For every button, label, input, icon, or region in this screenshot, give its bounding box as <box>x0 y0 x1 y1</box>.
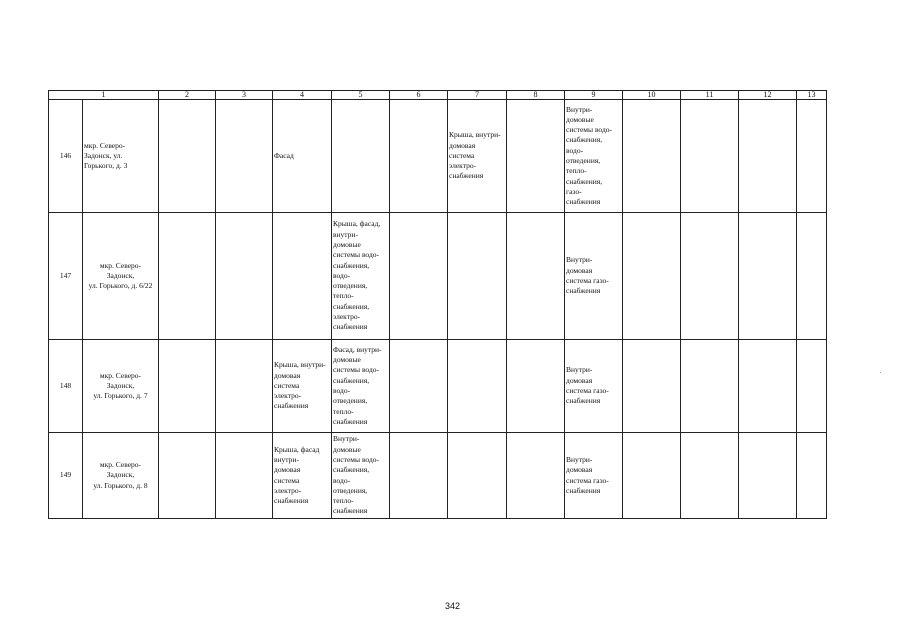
col11-cell <box>681 433 739 519</box>
col7-cell <box>448 433 507 519</box>
page-number: 342 <box>444 601 461 611</box>
col7-cell <box>448 100 507 213</box>
column-number-9: 9 <box>565 91 623 100</box>
col9-cell-line: газо- <box>566 186 582 196</box>
col4-cell-line: снабжения <box>274 496 309 506</box>
address-cell-line: мкр. Северо- <box>84 140 126 150</box>
col2-cell <box>159 213 216 340</box>
address-cell-line: ул. Горького, д. 7 <box>93 391 148 401</box>
col5-cell-line: водо- <box>333 270 351 280</box>
col4-cell <box>273 433 332 519</box>
col5-cell-line: тепло- <box>333 406 354 416</box>
col5-cell-line: отведения, <box>333 485 368 495</box>
column-number-4: 4 <box>273 91 332 100</box>
column-number-10: 10 <box>623 91 681 100</box>
address-cell-line: мкр. Северо- <box>99 260 142 270</box>
column-number-5: 5 <box>332 91 390 100</box>
col4-cell-line: система <box>274 475 300 485</box>
col5-cell <box>332 340 390 433</box>
col11-cell <box>681 340 739 433</box>
col9-cell-line: отведения, <box>566 156 601 165</box>
col3-cell <box>216 100 273 213</box>
address-cell-line: Горького, д. 3 <box>84 161 128 171</box>
table-row <box>49 340 827 433</box>
col5-cell-line: системы водо- <box>333 365 380 375</box>
col9-cell <box>565 213 623 340</box>
col5-cell-line: системы водо- <box>333 454 380 464</box>
column-number-6: 6 <box>390 91 448 100</box>
col3-cell <box>216 433 273 519</box>
address-cell <box>83 340 159 433</box>
row-number: 148 <box>49 340 83 433</box>
col5-cell-line: отведения, <box>333 396 368 406</box>
scan-speck <box>880 372 881 373</box>
address-cell <box>83 100 159 213</box>
col9-cell <box>565 100 623 213</box>
col8-cell <box>507 213 565 340</box>
address-cell-line: Задонск, <box>106 380 135 390</box>
col3-cell <box>216 340 273 433</box>
col5-cell-line: системы водо- <box>333 250 380 260</box>
col5-cell <box>332 100 390 213</box>
row-number: 147 <box>49 213 83 340</box>
column-number-13: 13 <box>797 91 827 100</box>
col4-cell-line: система <box>274 380 300 390</box>
col5-cell-line: Внутри- <box>333 434 360 444</box>
col7-cell <box>448 213 507 340</box>
col7-cell-line: электро- <box>449 161 477 171</box>
col11-cell <box>681 213 739 340</box>
col9-cell-line: Внутри- <box>566 365 593 375</box>
col5-cell-line: водо- <box>333 386 351 395</box>
col13-cell <box>797 433 827 519</box>
col5-cell <box>332 213 390 340</box>
col7-cell <box>448 340 507 433</box>
col7-cell-line: система <box>449 150 475 160</box>
col4-cell-line: Крыша, фасад <box>274 444 320 454</box>
address-cell <box>83 433 159 519</box>
col5-cell-line: внутри- <box>333 229 358 239</box>
col9-cell-line: снабжения, <box>566 135 603 145</box>
col13-cell <box>797 213 827 340</box>
address-cell-line: ул. Горького, д. 8 <box>93 480 148 490</box>
col5-cell-line: Фасад, внутри- <box>333 344 382 354</box>
works-table <box>48 90 827 519</box>
col9-cell-line: домовая <box>566 465 593 475</box>
col5-cell-line: снабжения, <box>333 375 370 385</box>
col9-cell-line: домовые <box>566 114 594 124</box>
col8-cell <box>507 433 565 519</box>
col5-cell-line: электро- <box>333 312 361 322</box>
col2-cell <box>159 100 216 213</box>
col9-cell-line: домовая <box>566 265 593 275</box>
col6-cell <box>390 213 448 340</box>
col8-cell <box>507 100 565 213</box>
col13-cell <box>797 100 827 213</box>
col9-cell-line: снабжения <box>566 396 601 406</box>
col9-cell-line: система газо- <box>566 276 609 285</box>
col5-cell-line: снабжения, <box>333 465 370 475</box>
column-number-2: 2 <box>159 91 216 100</box>
col5-cell-line: Крыша, фасад, <box>333 219 381 229</box>
col9-cell-line: Внутри- <box>566 454 593 464</box>
col9-cell <box>565 340 623 433</box>
column-number-11: 11 <box>681 91 739 100</box>
address-cell-line: Задонск, <box>106 270 135 280</box>
col4-cell-line: Фасад <box>274 150 294 160</box>
col5-cell-line: снабжения <box>333 416 368 426</box>
col10-cell <box>623 213 681 340</box>
col5-cell <box>332 433 390 519</box>
col7-cell-line: снабжения <box>449 171 484 181</box>
col9-cell <box>565 433 623 519</box>
col10-cell <box>623 340 681 433</box>
column-number-7: 7 <box>448 91 507 100</box>
col5-cell-line: водо- <box>333 475 351 485</box>
address-cell <box>83 213 159 340</box>
col4-cell-line: домовая <box>274 465 301 475</box>
col4-cell-line: электро- <box>274 485 302 495</box>
col10-cell <box>623 100 681 213</box>
col12-cell <box>739 100 797 213</box>
col9-cell-line: Внутри- <box>566 104 593 114</box>
column-number-1: 1 <box>49 91 159 100</box>
col5-cell-line: снабжения, <box>333 301 370 311</box>
col10-cell <box>623 433 681 519</box>
col11-cell <box>681 100 739 213</box>
col9-cell-line: снабжения, <box>566 176 603 186</box>
col5-cell-line: снабжения <box>333 322 368 332</box>
col5-cell-line: снабжения, <box>333 260 370 270</box>
col12-cell <box>739 433 797 519</box>
table-row <box>49 433 827 519</box>
col9-cell-line: система газо- <box>566 386 609 395</box>
col5-cell-line: домовые <box>333 444 361 454</box>
table-row <box>49 100 827 213</box>
col4-cell-line: внутри- <box>274 454 299 464</box>
col9-cell-line: системы водо- <box>566 125 613 135</box>
col4-cell-line: снабжения <box>274 401 309 411</box>
col4-cell <box>273 100 332 213</box>
col4-cell-line: Крыша, внутри- <box>274 360 326 370</box>
col9-cell-line: Внутри- <box>566 255 593 265</box>
col7-cell-line: Крыша, внутри- <box>449 130 501 140</box>
col5-cell-line: домовые <box>333 239 361 249</box>
column-number-12: 12 <box>739 91 797 100</box>
col4-cell <box>273 213 332 340</box>
col2-cell <box>159 340 216 433</box>
col9-cell-line: снабжения <box>566 286 601 296</box>
col9-cell-line: снабжения <box>566 485 601 495</box>
col9-cell-line: домовая <box>566 375 593 385</box>
col4-cell <box>273 340 332 433</box>
col3-cell <box>216 213 273 340</box>
col12-cell <box>739 340 797 433</box>
col5-cell-line: снабжения <box>333 506 368 516</box>
col5-cell-line: тепло- <box>333 496 354 506</box>
col8-cell <box>507 340 565 433</box>
row-number: 149 <box>49 433 83 519</box>
col9-cell-line: снабжения <box>566 197 601 207</box>
col4-cell-line: домовая <box>274 370 301 380</box>
address-cell-line: Задонск, <box>106 470 135 480</box>
col9-cell-line: система газо- <box>566 475 609 485</box>
col9-cell-line: водо- <box>566 145 584 155</box>
column-number-8: 8 <box>507 91 565 100</box>
address-cell-line: мкр. Северо- <box>99 370 142 380</box>
col5-cell-line: тепло- <box>333 291 354 301</box>
col13-cell <box>797 340 827 433</box>
col6-cell <box>390 100 448 213</box>
col7-cell-line: домовая <box>449 140 476 150</box>
col9-cell-line: тепло- <box>566 166 587 176</box>
row-number: 146 <box>49 100 83 213</box>
col6-cell <box>390 340 448 433</box>
address-cell-line: Задонск, ул. <box>84 150 123 160</box>
col5-cell-line: домовые <box>333 355 361 365</box>
col6-cell <box>390 433 448 519</box>
table-row <box>49 213 827 340</box>
column-number-row <box>49 91 827 100</box>
col5-cell-line: отведения, <box>333 281 368 291</box>
address-cell-line: мкр. Северо- <box>99 460 142 470</box>
col2-cell <box>159 433 216 519</box>
col12-cell <box>739 213 797 340</box>
col4-cell-line: электро- <box>274 391 302 401</box>
address-cell-line: ул. Горького, д. 6/22 <box>88 281 153 291</box>
column-number-3: 3 <box>216 91 273 100</box>
